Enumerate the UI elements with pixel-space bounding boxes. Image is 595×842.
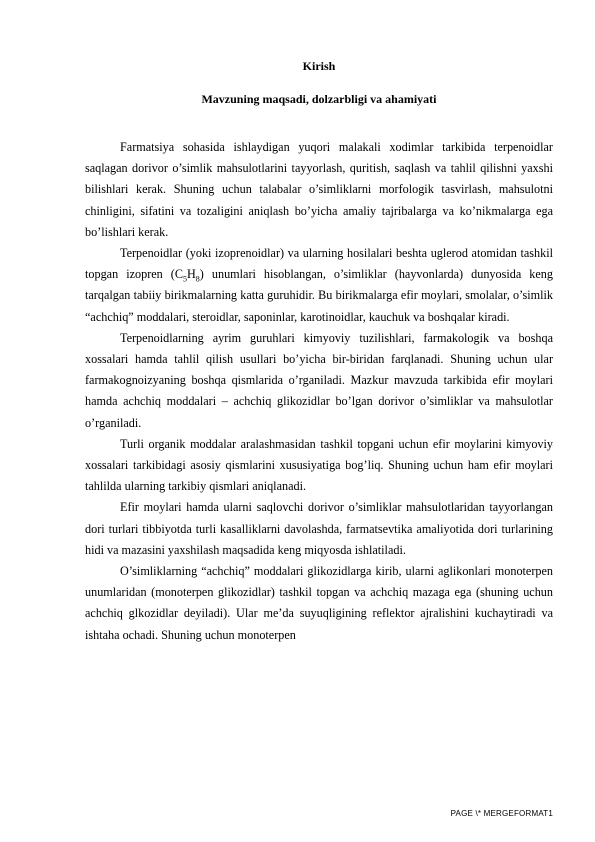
paragraph-2-after: ) unumlari hisoblangan, o’simliklar (hayvonlarda) dunyosida keng tarqalgan tabiiy birikmalarning katta guruhidir. Bu birikmalarga efir moylari, smolalar, o’simlik “achchiq” moddalari, steroidlar, saponinlar, karotinoidlar, kauchuk va boshqalar kiradi. bbox=[85, 267, 553, 324]
formula-subscript-c: 5 bbox=[182, 274, 187, 284]
formula-h: H bbox=[186, 267, 196, 282]
paragraph-3: Terpenoidlarning ayrim guruhlari kimyoviy tuzilishlari, farmakologik va boshqa xossalari hamda tahlil qilish usullari bo’yicha bir-biridan farqlanadi. Shuning uchun ular farmakognoizyaning boshqa qismlarida o’rganiladi. Mazkur mavzuda tarkibida efir moylari hamda achchiq moddalari – achchiq glikozidlar bo’lgan dorivor o’simliklar va mahsulotlar o’rganiladi. bbox=[85, 330, 553, 430]
formula-subscript-h: 8 bbox=[195, 274, 200, 284]
paragraph-2 bbox=[85, 243, 553, 328]
paragraph-2-before: Terpenoidlar (yoki izoprenoidlar) va ularning hosilalari beshta uglerod atomidan tashkil topgan izopren (C bbox=[85, 246, 553, 282]
paragraph-6: O’simliklarning “achchiq” moddalari glikozidlarga kirib, ularni aglikonlari monoterpen unumlaridan (monoterpen glikozidlar) tashkil topgan va achchiq mazaga ega (shuning uchun achchiq glkozidlar deyiladi). Ular me’da suyuqligining reflektor ajralishini kuchaytiradi va ishtaha ochadi. Shuning uchun monoterpen bbox=[85, 564, 553, 642]
section-subtitle: Mavzuning maqsadi, dolzarbligi va ahamiyati bbox=[201, 92, 437, 106]
paragraph-5: Efir moylari hamda ularni saqlovchi dorivor o’simliklar mahsulotlaridan tayyorlangan dori turlari tibbiyotda turli kasalliklarni davolashda, farmatsevtika amaliyotida dori turlarining hidi va mazasini yaxshilash maqsadida keng miqyosda ishlatiladi. bbox=[85, 500, 553, 557]
page-title: Kirish bbox=[302, 59, 336, 73]
page-footer-field: PAGE \* MERGEFORMAT1 bbox=[450, 809, 553, 818]
paragraph-1: Farmatsiya sohasida ishlaydigan yuqori malakali xodimlar tarkibida terpenoidlar saqlagan dorivor o’simlik mahsulotlarini tayyorlash, quritish, saqlash va tahlil qilishni yaxshi bilishlari kerak. Shuning uchun talabalar o’simliklarni morfologik tasvirlash, mahsulotni chinligini, sifatini va tozaligini aniqlash bo’yicha amaliy tajribalarga va ko’nikmalarga ega bo’lishlari kerak. bbox=[85, 140, 553, 239]
paragraph-4: Turli organik moddalar aralashmasidan tashkil topgani uchun efir moylarini kimyoviy xossalari tarkibidagi asosiy qismlarini xususiyatiga bog’liq. Shuning uchun ham efir moylari tahlilda ularning tarkibiy qismlari aniqlanadi. bbox=[85, 436, 553, 494]
body-text bbox=[85, 137, 553, 646]
